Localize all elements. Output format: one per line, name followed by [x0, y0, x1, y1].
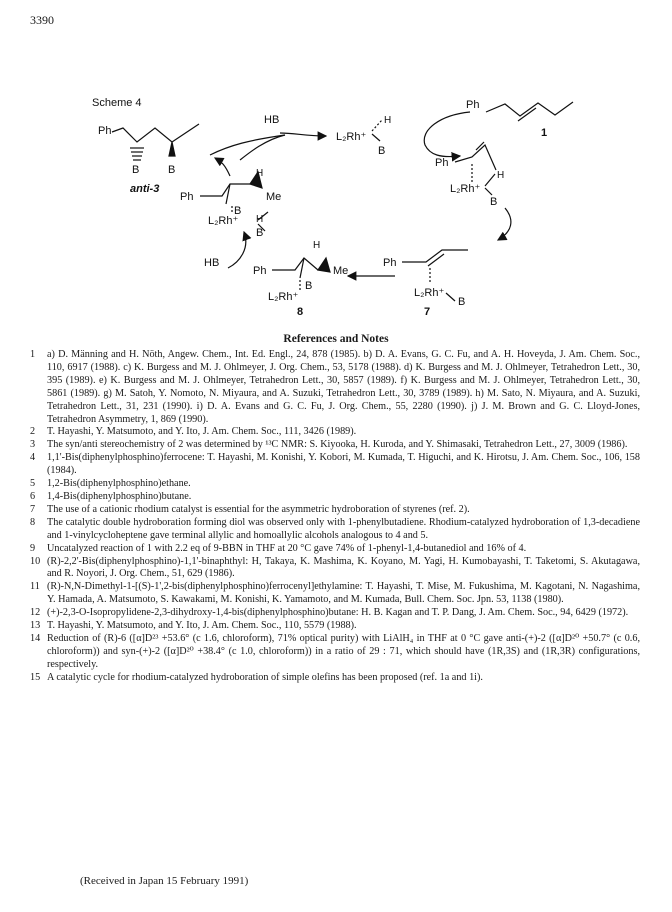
- label-ph: Ph: [466, 99, 480, 111]
- reference-note: [30, 491, 640, 504]
- reference-note: [30, 349, 640, 426]
- reference-note: [30, 556, 640, 582]
- note-text: 1,4-Bis(diphenylphosphino)butane.: [47, 490, 192, 502]
- note-text: A catalytic cycle for rhodium-catalyzed hydroboration of simple olefins has been proposed (ref. 1a and 1i).: [47, 671, 483, 683]
- reaction-scheme: [0, 0, 672, 320]
- note-number: 10: [30, 555, 41, 567]
- label-b: B: [458, 296, 466, 308]
- label-b: B: [234, 205, 242, 217]
- references-list: [30, 349, 640, 685]
- label-h: H: [313, 240, 321, 251]
- label-ph: Ph: [383, 257, 397, 269]
- note-number: 2: [30, 426, 36, 438]
- note-text: 1,1'-Bis(diphenylphosphino)ferrocene: T. Hayashi, M. Konishi, Y. Kobori, M. Kumada, T. Higuchi, and K. Hirotsu, J. Am. Chem. Soc., 106, 158 (1984).: [47, 452, 640, 477]
- note-number: 14: [30, 632, 41, 644]
- label-b: B: [305, 280, 313, 292]
- label-hb: HB: [204, 257, 220, 269]
- label-ph: Ph: [98, 125, 112, 137]
- label-h: H: [497, 170, 505, 181]
- page-number: 3390: [30, 13, 54, 27]
- reference-note: [30, 581, 640, 607]
- note-text: T. Hayashi, Y. Matsumoto, and Y. Ito, J. Am. Chem. Soc., 110, 5579 (1988).: [47, 620, 357, 632]
- label-h: H: [256, 168, 264, 179]
- scheme-drawing: [0, 0, 672, 320]
- reference-note: [30, 504, 640, 517]
- label-l2rh-plus: L₂Rh⁺: [450, 183, 481, 195]
- reference-note: [30, 633, 640, 672]
- label-me: Me: [333, 265, 349, 277]
- note-text: The use of a cationic rhodium catalyst is essential for the asymmetric hydroboration of styrenes (ref. 2).: [47, 503, 470, 515]
- references-title: References and Notes: [283, 333, 389, 345]
- label-l2rh-plus: L₂Rh⁺: [414, 287, 445, 299]
- reference-note: [30, 439, 640, 452]
- label-hb: HB: [264, 114, 280, 126]
- note-number: 6: [30, 490, 36, 502]
- label-b: B: [490, 196, 498, 208]
- label-b: B: [132, 164, 140, 176]
- label-ph: Ph: [435, 157, 449, 169]
- label-l2rh-plus: L₂Rh⁺: [336, 131, 367, 143]
- note-text: The syn/anti stereochemistry of 2 was determined by ¹³C NMR: S. Kiyooka, H. Kuroda, and Y. Shimasaki, Tetrahedron Lett., 27, 3009 (1986).: [47, 439, 628, 451]
- compound-label-1: 1: [541, 127, 548, 139]
- note-text: (R)-2,2'-Bis(diphenylphosphino)-1,1'-binaphthyl: H, Takaya, K. Mashima, K. Koyano, M. Yagi, H. Kumobayashi, T. Taketomi, S. Akutagawa, and R. Noyori, J. Org. Chem., 51, 629 (1986).: [47, 555, 640, 580]
- label-h: H: [256, 214, 264, 225]
- note-number: 11: [30, 581, 40, 593]
- received-date: (Received in Japan 15 February 1991): [80, 875, 249, 887]
- reference-note: [30, 607, 640, 620]
- note-number: 8: [30, 516, 36, 528]
- compound-label-7: 7: [424, 306, 431, 318]
- reference-note: [30, 543, 640, 556]
- note-number: 1: [30, 349, 36, 360]
- label-l2rh-plus: L₂Rh⁺: [268, 291, 299, 303]
- note-text: (R)-N,N-Dimethyl-1-[(S)-1',2-bis(diphenylphosphino)ferrocenyl]ethylamine: T. Hayashi, T. Mise, M. Fukushima, M. Kagotani, N. Nagashima, Y. Hamada, A. Matsumoto, S. Kawakami, M. Konishi, K. Yamamoto, and M. Kumada, Bull. Chem. Soc. Jpn. 53, 1138 (1980).: [47, 581, 640, 606]
- note-number: 7: [30, 503, 36, 515]
- note-text: 1,2-Bis(diphenylphosphino)ethane.: [47, 478, 191, 490]
- label-h: H: [384, 115, 392, 126]
- compound-label-8: 8: [297, 306, 304, 318]
- reference-note: [30, 620, 640, 633]
- label-me: Me: [266, 191, 282, 203]
- hashed-bond: [130, 148, 144, 160]
- note-number: 4: [30, 452, 36, 464]
- note-text: Reduction of (R)-6 ([α]D²³ +53.6° (c 1.6, chloroform), 71% optical purity) with LiAlH₄ in THF at 0 °C gave anti-(+)-2 ([α]D²⁰ +50.7° (c 0.6, chloroform)) and syn-(+)-2 ([α]D²⁰ +38.4° (c 1.0, chloroform)) in a ratio of 29 : 71, which should have (1R,3S) and (1R,3R) configurations, respectively.: [47, 632, 640, 670]
- label-ph: Ph: [253, 265, 267, 277]
- note-text: (+)-2,3-O-Isopropylidene-2,3-dihydroxy-1,4-bis(diphenylphosphino)butane: H. B. Kagan and T. P. Dang, J. Am. Chem. Soc., 94, 6429 (1972).: [47, 607, 629, 619]
- note-number: 12: [30, 607, 41, 619]
- label-b: B: [378, 145, 386, 157]
- reference-note: [30, 426, 640, 439]
- note-number: 3: [30, 439, 36, 451]
- scheme-title: Scheme 4: [92, 97, 142, 109]
- note-number: 13: [30, 620, 41, 632]
- label-l2rh-plus: L₂Rh⁺: [208, 215, 239, 227]
- label-b: B: [256, 227, 264, 239]
- reference-note: [30, 478, 640, 491]
- note-text: T. Hayashi, Y. Matsumoto, and Y. Ito, J. Am. Chem. Soc., 111, 3426 (1989).: [47, 426, 357, 438]
- note-text: The catalytic double hydroboration forming diol was observed only with 1-phenylbutadiene. Rhodium-catalyzed hydroboration of 1,3-decadiene and 1-vinylcycloheptene gave terminal allylic and homoallylic alcohols analogous to 4 and 5.: [47, 516, 640, 541]
- note-text: Uncatalyzed reaction of 1 with 2.2 eq of 9-BBN in THF at 20 °C gave 74% of 1-phenyl-1,4-butanediol and 16% of 4.: [47, 542, 527, 554]
- reference-note: [30, 517, 640, 543]
- note-number: 9: [30, 542, 36, 554]
- reference-note: [30, 672, 640, 685]
- label-b: B: [168, 164, 176, 176]
- note-text: a) D. Männing and H. Nöth, Angew. Chem., Int. Ed. Engl., 24, 878 (1985). b) D. A. Evans, G. C. Fu, and A. H. Hoveyda, J. Am. Chem. Soc., 110, 6917 (1988). c) K. Burgess and M. J. Ohlmeyer, J. Org. Chem., 53, 5178 (1988). d) K. Burgess and M. J. Ohlmeyer, Tetrahedron Lett., 30, 395 (1989). e) K. Burgess and M. J. Ohlmeyer, Tetrahedron Lett., 30, 5857 (1989). f) K. Burgess and M. J. Ohlmeyer, Tetrahedron Lett., 30, 5861 (1989). g) M. Satoh, Y. Nomoto, N. Miyaura, and A. Suzuki, Tetrahedron Lett., 30, 3789 (1989). h) M. Sato, N. Miyaura, and A. Suzuki, Tetrahedron Lett., 31, 231 (1990). i) D. A. Evans and G. C. Fu, J. Org. Chem., 55, 2280 (1990). j) J. M. Brown and G. C. Lloyd-Jones, Tetrahedron Asymmetry, 1, 869 (1990).: [47, 349, 640, 425]
- note-number: 15: [30, 671, 41, 683]
- label-ph: Ph: [180, 191, 194, 203]
- reference-note: [30, 452, 640, 478]
- compound-label-anti3: anti-3: [130, 183, 160, 195]
- note-number: 5: [30, 478, 36, 490]
